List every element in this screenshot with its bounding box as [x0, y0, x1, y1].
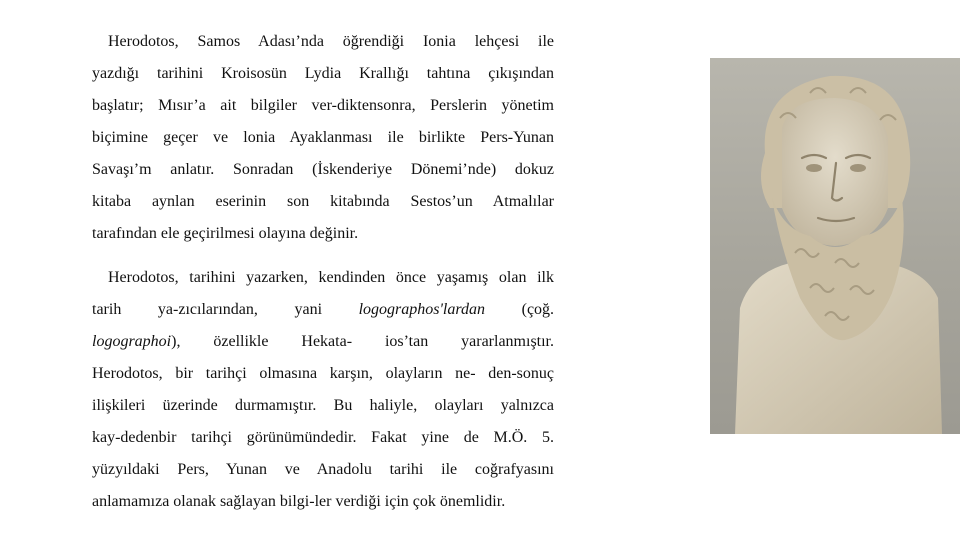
- marble-bust-portrait-icon: [710, 58, 960, 434]
- punctuation: ),: [171, 333, 181, 350]
- word: yararlanmıştır.: [461, 333, 554, 350]
- p1-line-2: yazdığı tarihini Kroisosün Lydia Krallığı tahtına çıkışından: [92, 65, 554, 82]
- word-group: [92, 333, 180, 350]
- p2-line-2: [92, 294, 554, 326]
- p2-line-4: Herodotos, bir tarihçi olmasına karşın, olayların ne- den-sonuç: [92, 365, 554, 382]
- word: özellikle: [213, 333, 269, 350]
- p1-line-4: biçimine geçer ve lonia Ayaklanması ile birlikte Pers-Yunan: [92, 129, 554, 146]
- p1-line-3: başlatır; Mısır’a ait bilgiler ver-diktensonra, Perslerin yönetim: [92, 97, 554, 114]
- p1-line-6: kitaba aynlan eserinin son kitabında Sestos’un Atmalılar: [92, 193, 554, 210]
- p2-line-7: yüzyıldaki Pers, Yunan ve Anadolu tarihi ile coğrafyasını: [92, 461, 554, 478]
- word: ios’tan: [384, 333, 429, 350]
- word: (çoğ.: [521, 301, 555, 318]
- p1-line-5: Savaşı’m anlatır. Sonradan (İskenderiye Dönemi’nde) dokuz: [92, 161, 554, 178]
- p1-line-7: tarafından ele geçirilmesi olayına değinir.: [92, 225, 359, 242]
- herodotus-bust-image: [710, 58, 960, 434]
- italic-term: logographoi: [92, 333, 172, 350]
- italic-term: logographos'lardan: [358, 301, 486, 318]
- p2-line-6: kay-dedenbir tarihçi görünümündedir. Fakat yine de M.Ö. 5.: [92, 429, 554, 446]
- p2-line-5: ilişkileri üzerinde durmamıştır. Bu haliyle, olayları yalnızca: [92, 397, 554, 414]
- word: yani: [294, 301, 323, 318]
- word: tarih: [92, 301, 122, 318]
- p2-line-3: [92, 326, 554, 358]
- word: ya-zıcılarından,: [157, 301, 258, 318]
- p2-line-8: anlamamıza olanak sağlayan bilgi-ler verdiği için çok önemlidir.: [92, 493, 506, 510]
- p1-line-1: Herodotos, Samos Adası’nda öğrendiği Ionia lehçesi ile: [108, 33, 554, 50]
- word: Hekata-: [301, 333, 353, 350]
- p2-line-1: Herodotos, tarihini yazarken, kendinden önce yaşamış olan ilk: [108, 269, 554, 286]
